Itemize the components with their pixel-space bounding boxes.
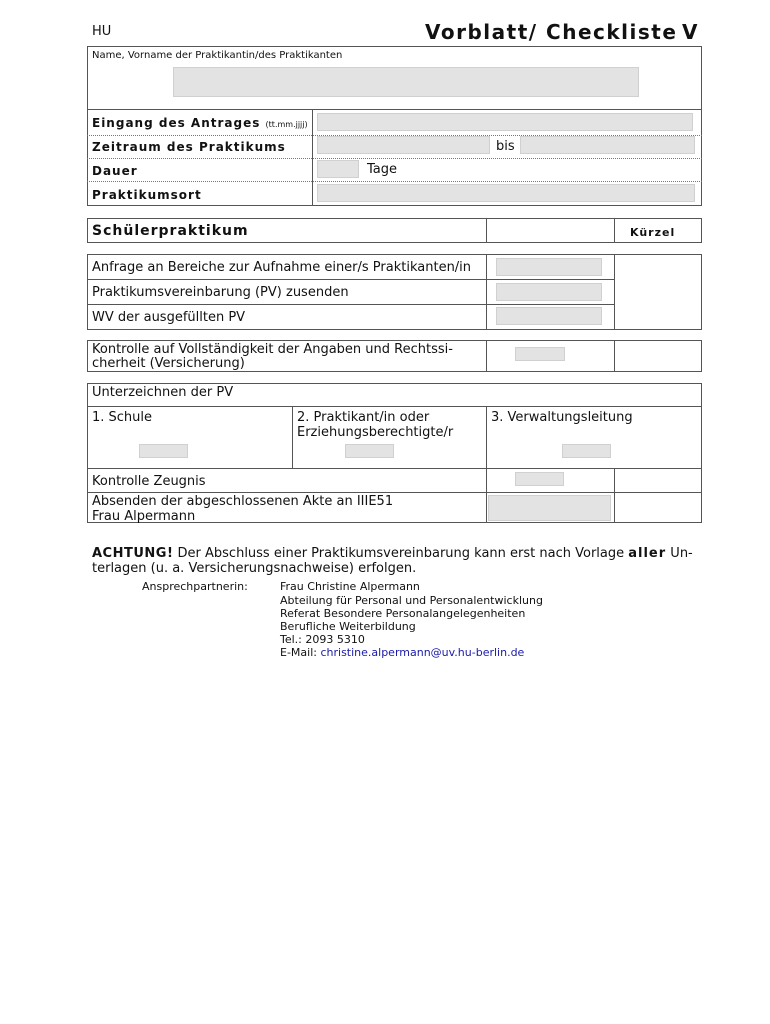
dauer-field[interactable] (317, 160, 359, 178)
bis-label: bis (496, 139, 515, 154)
divider (614, 468, 615, 523)
contact-email-row: E-Mail: christine.alpermann@uv.hu-berlin.de (280, 646, 525, 659)
absenden-line2: Frau Alpermann (92, 509, 196, 524)
tage-label: Tage (367, 162, 398, 177)
divider (486, 218, 487, 243)
control-field[interactable] (515, 347, 565, 361)
contact-unit: Berufliche Weiterbildung (280, 620, 416, 633)
contact-referat: Referat Besondere Personalangelegenheiten (280, 607, 526, 620)
sign-schule: 1. Schule (92, 410, 153, 425)
notice-line2: terlagen (u. a. Versicherungsnachweise) erfolgen. (92, 561, 417, 576)
sign-verwaltungsleitung: 3. Verwaltungsleitung (491, 410, 633, 425)
zeitraum-to-field[interactable] (520, 136, 695, 154)
task-pv-zusenden-field[interactable] (496, 283, 602, 301)
divider (292, 406, 293, 468)
divider (87, 406, 702, 407)
sign-header: Unterzeichnen der PV (92, 385, 234, 400)
task-anfrage-field[interactable] (496, 258, 602, 276)
contact-department: Abteilung für Personal und Personalentwicklung (280, 594, 543, 607)
divider (312, 109, 313, 205)
task-wv-pv: WV der ausgefüllten PV (92, 310, 246, 325)
task-pv-zusenden: Praktikumsvereinbarung (PV) zusenden (92, 285, 349, 300)
divider (87, 279, 614, 280)
sign-schule-field[interactable] (139, 444, 188, 458)
control-text-line1: Kontrolle auf Vollständigkeit der Angaben und Rechtssi- (92, 342, 453, 357)
control-text-line2: cherheit (Versicherung) (92, 356, 245, 371)
task-wv-pv-field[interactable] (496, 307, 602, 325)
divider (87, 492, 702, 493)
absenden-line1: Absenden der abgeschlossenen Akte an IIIE51 (92, 494, 394, 509)
task-anfrage: Anfrage an Bereiche zur Aufnahme einer/s Praktikanten/in (92, 260, 472, 275)
page-title: Vorblatt/ Checkliste (425, 20, 678, 44)
kontrolle-zeugnis-field[interactable] (515, 472, 564, 486)
sign-praktikant-line1: 2. Praktikant/in oder (297, 410, 430, 425)
sign-praktikant-line2: Erziehungsberechtigte/r (297, 425, 454, 440)
divider (87, 181, 702, 182)
form-code: V (682, 20, 698, 44)
divider (486, 340, 487, 372)
divider (87, 304, 614, 305)
sign-verwaltungsleitung-field[interactable] (562, 444, 611, 458)
praktikumsort-field[interactable] (317, 184, 695, 202)
divider (614, 254, 615, 330)
praktikumsort-label: Praktikumsort (92, 188, 202, 202)
notice-line1: ACHTUNG! Der Abschluss einer Praktikumsvereinbarung kann erst nach Vorlage aller Un- (92, 546, 693, 561)
eingang-date-field[interactable] (317, 113, 693, 131)
contact-label: Ansprechpartnerin: (142, 580, 248, 593)
zeitraum-label: Zeitraum des Praktikums (92, 140, 286, 154)
divider (87, 468, 702, 469)
kuerzel-header: Kürzel (630, 226, 676, 239)
org-label: HU (92, 24, 112, 39)
sign-praktikant-field[interactable] (345, 444, 394, 458)
divider (87, 109, 702, 110)
divider (87, 158, 702, 159)
contact-email-link[interactable]: christine.alpermann@uv.hu-berlin.de (320, 646, 525, 659)
divider (614, 340, 615, 372)
contact-phone: Tel.: 2093 5310 (280, 633, 365, 646)
dauer-label: Dauer (92, 164, 138, 178)
absenden-field[interactable] (488, 495, 611, 521)
divider (486, 406, 487, 523)
divider (614, 218, 615, 243)
divider (486, 254, 487, 330)
kontrolle-zeugnis: Kontrolle Zeugnis (92, 474, 206, 489)
section-title: Schülerpraktikum (92, 223, 249, 239)
contact-name: Frau Christine Alpermann (280, 580, 420, 593)
zeitraum-from-field[interactable] (317, 136, 490, 154)
name-label: Name, Vorname der Praktikantin/des Praktikanten (92, 50, 343, 61)
eingang-label: Eingang des Antrages (tt.mm.jjjj) (92, 116, 308, 130)
name-field[interactable] (173, 67, 639, 97)
